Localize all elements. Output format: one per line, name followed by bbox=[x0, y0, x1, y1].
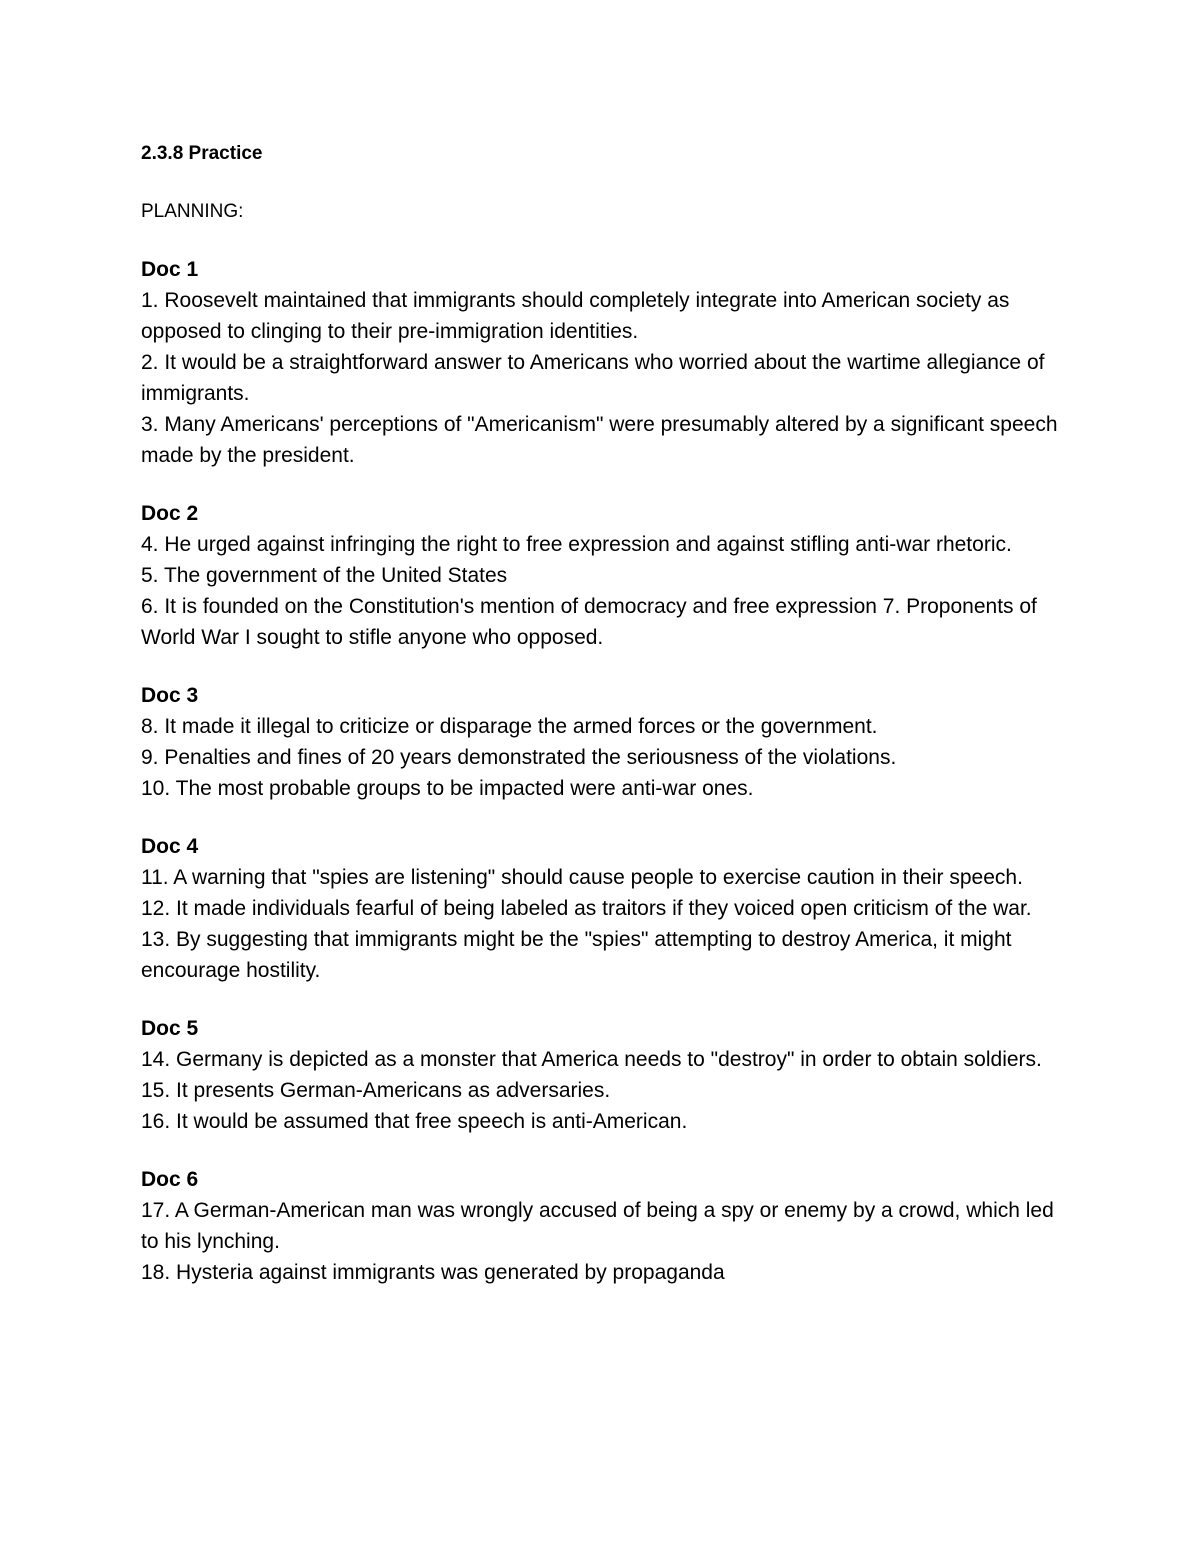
document-title: 2.3.8 Practice bbox=[141, 143, 263, 164]
doc-section bbox=[141, 680, 1071, 804]
doc-section bbox=[141, 831, 1071, 986]
list-item: 4. He urged against infringing the right to free expression and against stifling anti-war rhetoric. bbox=[141, 533, 1012, 556]
list-item: 1. Roosevelt maintained that immigrants should completely integrate into American society as opposed to clinging to their pre-immigration identities. bbox=[141, 289, 1010, 343]
document-content bbox=[141, 140, 1071, 1288]
list-item: 6. It is founded on the Constitution's mention of democracy and free expression 7. Proponents of World War I sought to stifle anyone who opposed. bbox=[141, 595, 1037, 649]
list-item: 12. It made individuals fearful of being labeled as traitors if they voiced open criticism of the war. bbox=[141, 897, 1032, 920]
doc-heading: Doc 2 bbox=[141, 502, 199, 525]
list-item: 10. The most probable groups to be impacted were anti-war ones. bbox=[141, 777, 754, 800]
list-item: 11. A warning that "spies are listening" should cause people to exercise caution in their speech. bbox=[141, 866, 1023, 889]
list-item: 2. It would be a straightforward answer to Americans who worried about the wartime allegiance of immigrants. bbox=[141, 351, 1045, 405]
doc-section bbox=[141, 254, 1071, 471]
doc-heading: Doc 5 bbox=[141, 1017, 199, 1040]
list-item: 8. It made it illegal to criticize or disparage the armed forces or the government. bbox=[141, 715, 878, 738]
doc-heading: Doc 6 bbox=[141, 1168, 199, 1191]
doc-heading: Doc 1 bbox=[141, 258, 199, 281]
doc-section bbox=[141, 1013, 1071, 1137]
list-item: 18. Hysteria against immigrants was generated by propaganda bbox=[141, 1261, 725, 1284]
doc-heading: Doc 4 bbox=[141, 835, 199, 858]
list-item: 9. Penalties and fines of 20 years demonstrated the seriousness of the violations. bbox=[141, 746, 897, 769]
list-item: 14. Germany is depicted as a monster that America needs to "destroy" in order to obtain soldiers. 15. It presents German-Americans as adversaries. bbox=[141, 1048, 1042, 1102]
doc-section bbox=[141, 1164, 1071, 1288]
list-item: 3. Many Americans' perceptions of "Americanism" were presumably altered by a significant speech made by the president. bbox=[141, 413, 1058, 467]
doc-heading: Doc 3 bbox=[141, 684, 199, 707]
list-item: 13. By suggesting that immigrants might be the "spies" attempting to destroy America, it might encourage hostility. bbox=[141, 928, 1012, 982]
list-item: 5. The government of the United States bbox=[141, 564, 508, 587]
planning-label: PLANNING: bbox=[141, 201, 244, 222]
doc-section bbox=[141, 498, 1071, 653]
list-item: 17. A German-American man was wrongly accused of being a spy or enemy by a crowd, which led to his lynching. bbox=[141, 1199, 1054, 1253]
list-item: 16. It would be assumed that free speech is anti-American. bbox=[141, 1110, 688, 1133]
